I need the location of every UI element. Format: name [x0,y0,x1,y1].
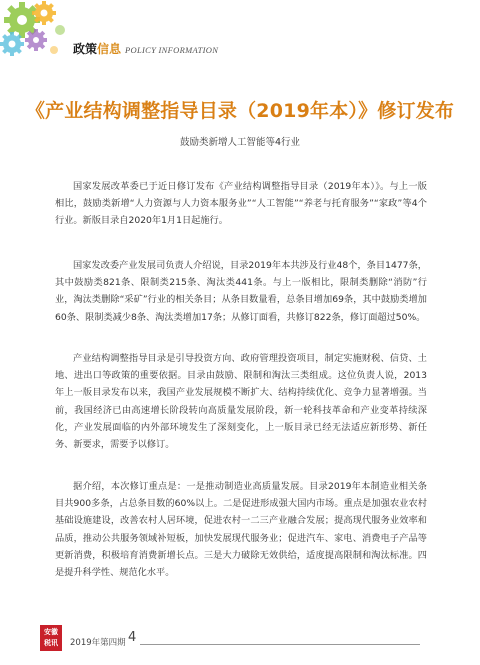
article-subtitle: 鼓励类新增人工智能等4行业 [179,137,301,148]
magazine-logo [40,625,62,651]
issue-label: 2019年第四期 [70,638,126,648]
paragraph-4: 据介绍，本次修订重点是：一是推动制造业高质量发展。目录2019年本制造业相关条目共900多条，占总条目数的60%以上。二是促进形成强大国内市场。重点是加强农业农村基础设施建设，改善农村人居环境，促进农村一二三产业融合发展；提高现代服务业效率和品质，推动公共服务领域补短板，加快发展现代服务业；促进汽车、家电、消费电子产品等更新消费，积极培育消费新增长点。三是大力破除无效供给，适度提高限制和淘汰标准。四是提升科学性、规范化水平。 [55,481,427,579]
magazine-logo-top: 安徽 [44,628,58,636]
footer-divider [140,644,420,645]
gears-icon [0,0,78,70]
section-header [73,38,218,54]
section-name-english: POLICY INFORMATION [125,45,219,55]
section-name-part1: 政策 [73,42,98,56]
paragraph-1: 国家发展改革委已于近日修订发布《产业结构调整指导目录（2019年本）》。与上一版相比，鼓励类新增“人力资源与人力资本服务业”“人工智能”“养老与托育服务”“家政”等4个行业。新版目录自2020年1月1日起施行。 [55,181,427,227]
magazine-logo-bottom: 税讯 [44,639,58,647]
paragraph-3: 产业结构调整指导目录是引导投资方向、政府管理投资项目，制定实施财税、信贷、土地、进出口等政策的重要依据。目录由鼓励、限制和淘汰三类组成。这位负责人说，2013年上一版目录发布以来，我国产业发展规模不断扩大、结构持续优化、竞争力显著增强。当前，我国经济已由高速增长阶段转向高质量发展阶段，新一轮科技革命和产业变革持续深化，产业发展面临的内外部环境发生了深刻变化，上一版目录已经无法适应新形势、新任务、新要求，需要予以修订。 [55,353,427,451]
paragraph-2: 国家发改委产业发展司负责人介绍说，目录2019年本共涉及行业48个，条目1477条，其中鼓励类821条、限制类215条、淘汰类441条。与上一版相比，限制类删除“消防”行业，淘汰类删除“采矿”行业的相关条目；从条目数量看，总条目增加69条，其中鼓励类增加60条、限制类减少8条、淘汰类增加17条；从修订面看，共修订822条，修订面超过50%。 [55,260,427,323]
page-number: 4 [128,630,137,645]
article-title: 《产业结构调整指导目录（2019年本）》修订发布 [25,100,455,122]
section-name-part2: 信息 [97,42,122,56]
